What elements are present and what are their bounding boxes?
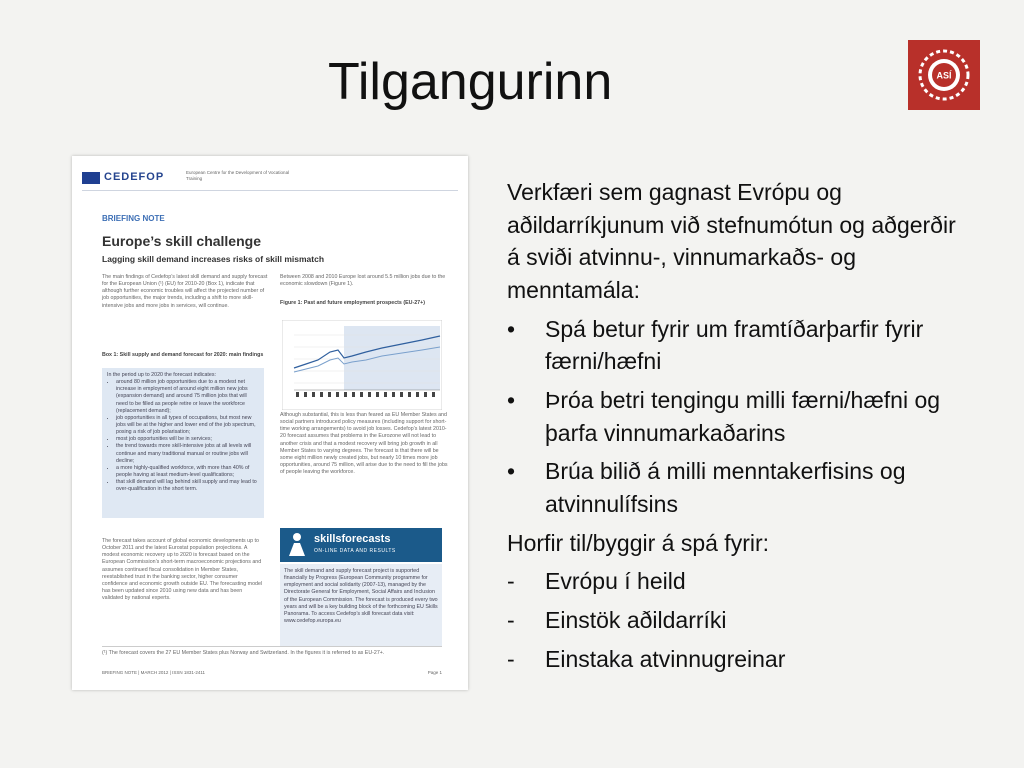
bullet-item [507, 313, 967, 378]
doc-header [82, 166, 458, 191]
dash-mark: - [507, 645, 515, 672]
skills-subtitle: ON-LINE DATA AND RESULTS [314, 548, 396, 554]
bullet-mark: • [507, 315, 516, 342]
skills-title: skillsforecasts [314, 533, 391, 545]
body-second-intro: Horfir til/byggir á spá fyrir: [507, 529, 770, 556]
doc-box [102, 368, 264, 518]
dash-item [507, 565, 967, 598]
doc-footer [102, 670, 442, 676]
dash-text: Evrópu í heild [545, 568, 686, 595]
bullet-mark: • [507, 458, 516, 485]
doc-subtitle: Lagging skill demand increases risks of skill mismatch [102, 254, 325, 264]
doc-kind: BRIEFING NOTE [102, 214, 165, 223]
doc-col3: Although substantial, this is less than feared as EU Member States and social partners introduced policy measures (including support for short-time working arrangements) to avoid job losses. Cedefop’s latest 2010-20 forecast assumes that problems in the Eurozone will not lead to another crisis and that a modest recovery will bring job growth in all Member States to varying degrees. The forecast is that there will be some eight million newly created jobs, but nearly 10 times more job opportunities, around 75 million, will arise due to the need to fill the jobs of people leaving the workforce. [280, 412, 448, 476]
bullet-text: Þróa betri tengingu milli færni/hæfni og þarfa vinnumarkaðarins [545, 386, 941, 446]
doc-box-item: • job opportunities in all types of occupations, but most new jobs will be at the higher and lower end of the job spectrum, posing a risk of job polarisation; [116, 415, 259, 436]
doc-org: CEDEFOP [104, 171, 165, 183]
doc-figure-chart [282, 320, 442, 410]
skills-forecasts-banner [280, 528, 442, 562]
cedefop-briefing-note-thumbnail [72, 156, 468, 690]
slide-body [507, 176, 967, 681]
slide-title: Tilgangurinn [328, 53, 613, 111]
doc-box-item: • most job opportunities will be in services; [116, 436, 259, 443]
dash-mark: - [507, 606, 515, 633]
doc-page-number: Page 1 [427, 670, 442, 675]
bullet-text: Brúa bilið á milli menntakerfisins og atvinnulífsins [545, 458, 906, 517]
bullet-mark: • [507, 386, 516, 413]
doc-col2: Between 2008 and 2010 Europe lost around 5.5 million jobs due to the economic slowdown (Figure 1). [280, 274, 446, 288]
doc-box-item: • a more highly-qualified workforce, with more than 40% of people having at least medium-level qualifications; [116, 465, 259, 479]
doc-box-item: • around 80 million job opportunities due to a modest net increase in employment of around eight million new jobs (expansion demand) and around 75 million jobs that will need to be filled as people retire or leave the workforce (replacement demand); [116, 379, 259, 415]
doc-box-title: Box 1: Skill supply and demand forecast for 2020: main findings [102, 352, 264, 358]
doc-col1: The main findings of Cedefop’s latest skill demand and supply forecast for the European Union (¹) (EU) for 2010-20 (Box 1), indicate that although further economic troubles will affect the projected number of job opportunities, the major trends, including a shift to more skill-intensive jobs and more jobs in services, will continue. [102, 274, 268, 309]
dash-text: Einstök aðildarríki [545, 606, 727, 633]
eu-flag-icon [82, 172, 100, 184]
dash-item [507, 643, 967, 676]
logo-label: ASÍ [936, 70, 952, 81]
dash-mark: - [507, 568, 515, 595]
doc-footnote: (¹) The forecast covers the 27 EU Member States plus Norway and Switzerland. In the figures it is referred to as EU-27+. [102, 646, 442, 657]
doc-org-sub: European Centre for the Development of Vocational Training [186, 170, 290, 181]
doc-box-item: • that skill demand will lag behind skill supply and may lead to over-qualification in the short term. [116, 479, 259, 493]
doc-title: Europe’s skill challenge [102, 233, 261, 249]
person-icon [286, 532, 308, 558]
bullet-item [507, 455, 967, 520]
bullet-text: Spá betur fyrir um framtíðarþarfir fyrir færni/hæfni [545, 315, 924, 375]
bullet-item [507, 384, 967, 449]
dash-text: Einstaka atvinnugreinar [545, 645, 786, 672]
dash-item [507, 604, 967, 637]
doc-footer-text: BRIEFING NOTE | MARCH 2012 | ISSN 1831-2411 [102, 670, 206, 675]
doc-box-item: • the trend towards more skill-intensive jobs at all levels will continue and many traditional manual or routine jobs will decline; [116, 443, 259, 464]
doc-box-lead: In the period up to 2020 the forecast indicates: [107, 372, 216, 378]
skills-body: The skill demand and supply forecast project is supported financially by Progress (European Community programme for employment and social solidarity (2007-13), managed by the Directorate General for Employment, Social Affairs and Inclusion of the European Commission. The forecast is produced every two years and will be a key building block of the forthcoming EU Skills Panorama. To access Cedefop’s skill forecast data visit: www.cedefop.europa.eu [280, 564, 442, 646]
doc-col4: The forecast takes account of global economic developments up to October 2011 and the latest Eurostat population projections. A modest economic recovery up to 2020 is forecast based on the European Commission’s short-term macroeconomic projections and assumes continued fiscal consolidation in Member States, reestablished trust in the banking sector, higher consumer confidence and economic growth outside EU. The forecasting model has been updated since 2010 using new data and has been validated by national experts. [102, 538, 263, 602]
body-intro: Verkfæri sem gagnast Evrópu og aðildarríkjunum við stefnumótun og aðgerðir á sviði atvinnu-, vinnumarkaðs- og menntamála: [507, 179, 956, 303]
doc-figure-title: Figure 1: Past and future employment prospects (EU-27+) [280, 300, 425, 306]
asi-logo-icon [908, 40, 980, 110]
